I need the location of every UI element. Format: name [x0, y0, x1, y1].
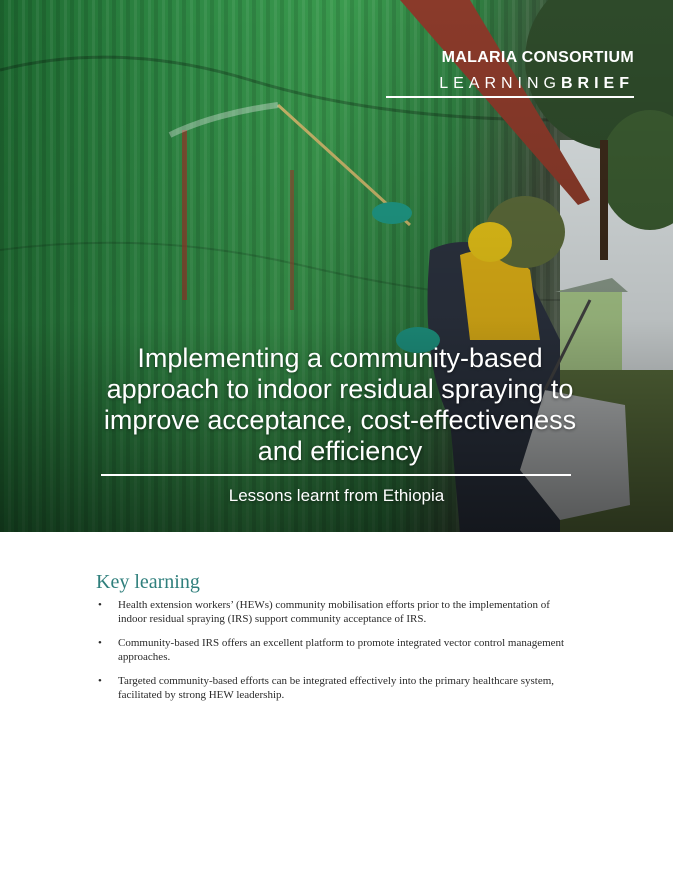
key-learning-text: Health extension workers’ (HEWs) community mobilisation efforts prior to the implementation of indoor residual spraying (IRS) support community acceptance of IRS. [118, 599, 550, 625]
bullet-dot: • [98, 675, 102, 687]
brief-title: Implementing a community-based approach to indoor residual spraying to improve acceptance, cost-effectiveness and efficiency [103, 343, 577, 466]
organisation-name: MALARIA CONSORTIUM [441, 49, 634, 66]
series-name [386, 75, 634, 93]
key-learning-text: Community-based IRS offers an excellent platform to promote integrated vector control management approaches. [118, 637, 565, 663]
brand-lockup [386, 49, 634, 98]
brand-underline [386, 96, 634, 98]
brief-subtitle: Lessons learnt from Ethiopia [228, 486, 445, 505]
title-divider [101, 474, 571, 476]
key-learning-heading: Key learning [96, 571, 200, 593]
key-learning-text: Targeted community-based efforts can be integrated effectively into the primary healthcare system, facilitated by strong HEW leadership. [118, 675, 555, 701]
bullet-dot: • [98, 599, 102, 611]
bullet-dot: • [98, 637, 102, 649]
key-learning-list [96, 598, 576, 712]
key-learning-item [96, 598, 576, 626]
key-learning-item [96, 636, 576, 664]
key-learning-item [96, 674, 576, 702]
series-name-bold: BRIEF [561, 75, 634, 92]
series-name-light: LEARNING [439, 75, 561, 92]
